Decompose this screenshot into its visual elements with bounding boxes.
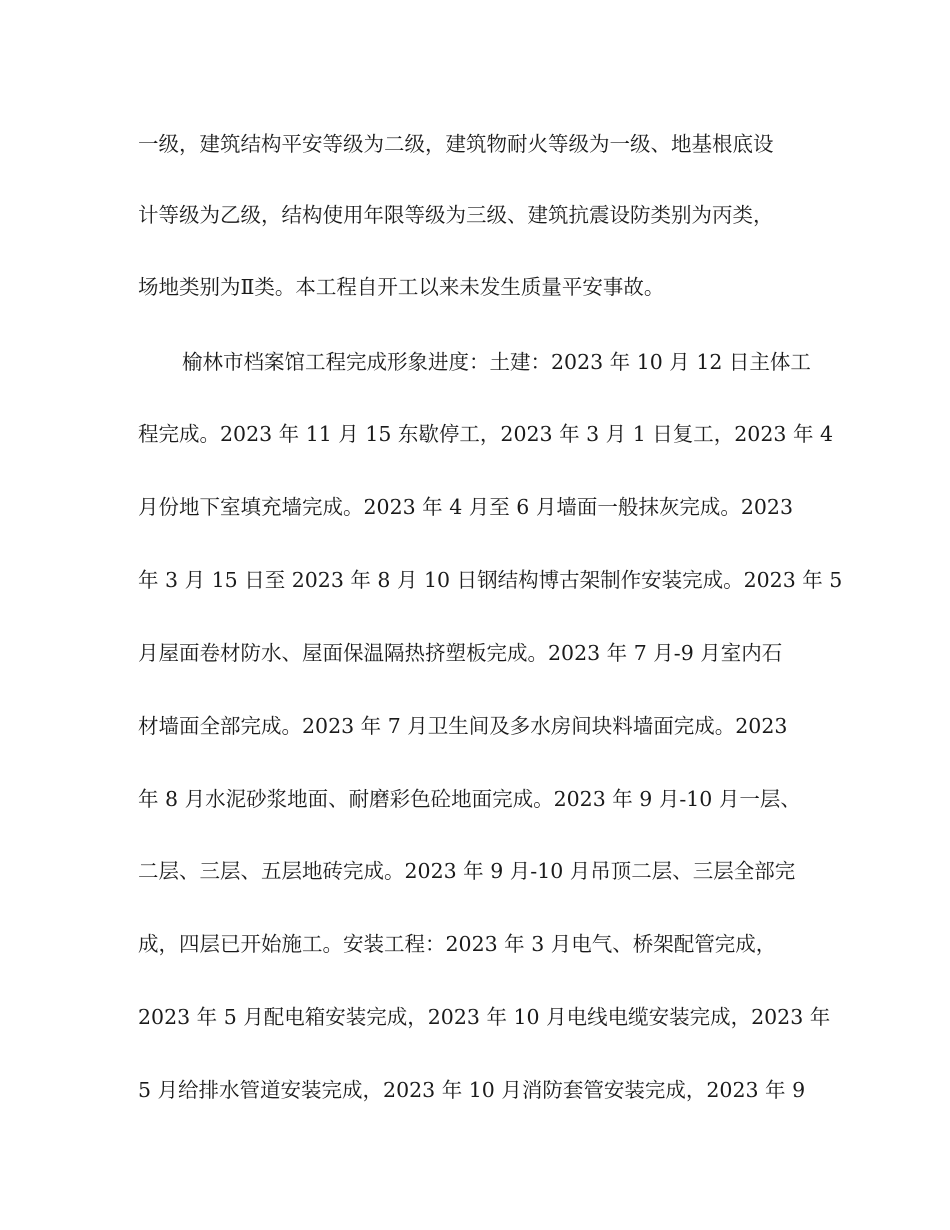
paragraph-2-line-5: 月屋面卷材防水、屋面保温隔热挤塑板完成。2023 年 7 月-9 月室内石 xyxy=(138,641,783,665)
paragraph-1-line-3: 场地类别为Ⅱ类。本工程自开工以来未发生质量平安事故。 xyxy=(138,275,665,299)
paragraph-2-line-8: 二层、三层、五层地砖完成。2023 年 9 月-10 月吊顶二层、三层全部完 xyxy=(138,859,796,883)
paragraph-2-line-3: 月份地下室填充墙完成。2023 年 4 月至 6 月墙面一般抹灰完成。2023 xyxy=(138,495,794,519)
paragraph-2-line-7: 年 8 月水泥砂浆地面、耐磨彩色砼地面完成。2023 年 9 月-10 月一层、 xyxy=(138,787,801,811)
paragraph-2-line-9: 成，四层已开始施工。安装工程：2023 年 3 月电气、桥架配管完成， xyxy=(138,932,777,956)
paragraph-1-line-1: 一级，建筑结构平安等级为二级，建筑物耐火等级为一级、地基根底设 xyxy=(138,132,774,156)
paragraph-2-line-4: 年 3 月 15 日至 2023 年 8 月 10 日钢结构博古架制作安装完成。2023 年 5 xyxy=(138,568,843,592)
paragraph-2-line-1: 榆林市档案馆工程完成形象进度：土建：2023 年 10 月 12 日主体工 xyxy=(182,350,811,374)
paragraph-2-line-11: 5 月给排水管道安装完成，2023 年 10 月消防套管安装完成，2023 年 9 xyxy=(138,1078,806,1102)
paragraph-2-line-6: 材墙面全部完成。2023 年 7 月卫生间及多水房间块料墙面完成。2023 xyxy=(138,714,788,738)
paragraph-2-line-2: 程完成。2023 年 11 月 15 东歇停工，2023 年 3 月 1 日复工，2023 年 4 xyxy=(138,422,834,446)
paragraph-2-line-10: 2023 年 5 月配电箱安装完成，2023 年 10 月电线电缆安装完成，2023 年 xyxy=(138,1005,831,1029)
paragraph-1-line-2: 计等级为乙级，结构使用年限等级为三级、建筑抗震设防类别为丙类， xyxy=(138,203,774,227)
